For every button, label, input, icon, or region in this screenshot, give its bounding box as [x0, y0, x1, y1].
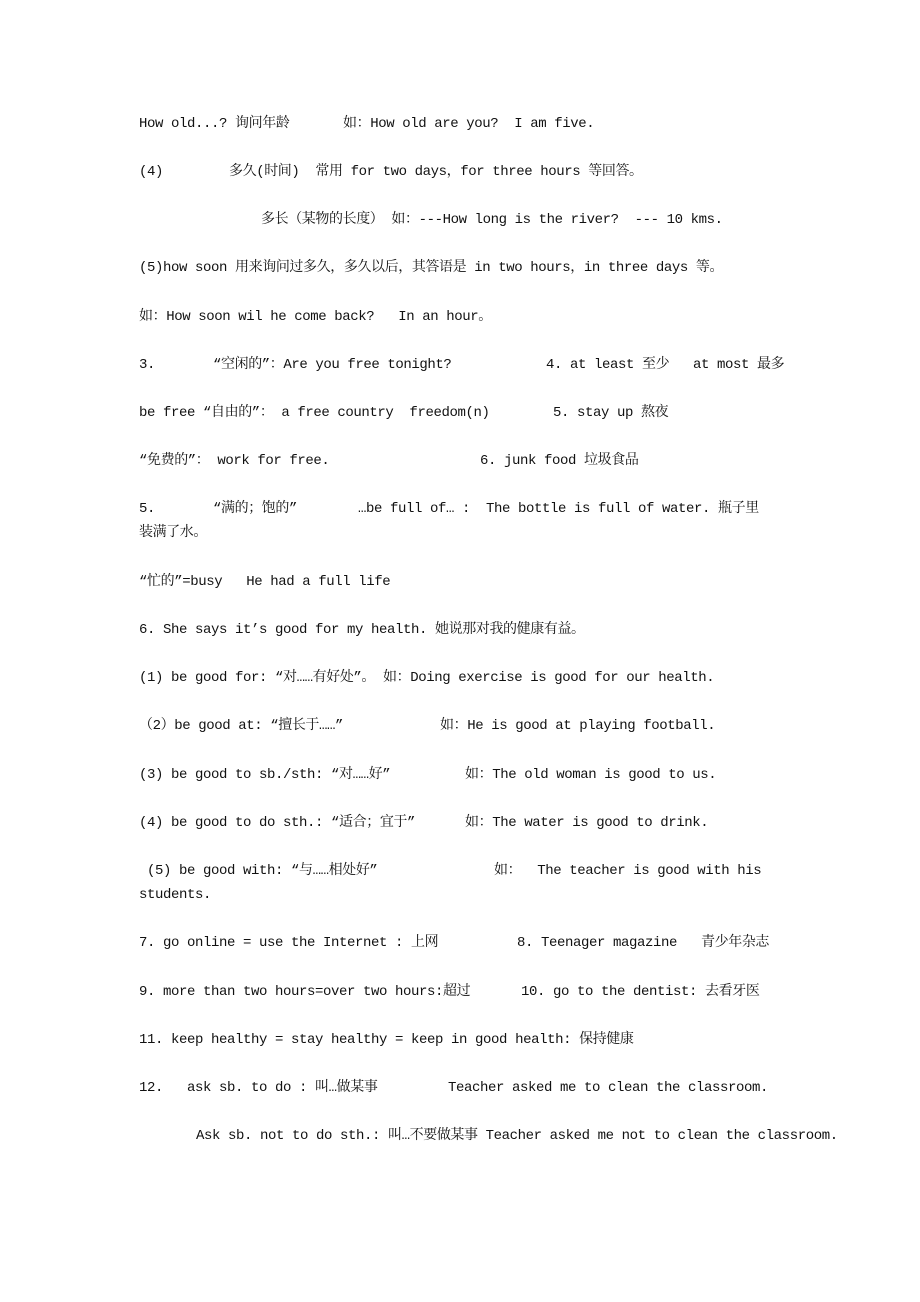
text-line: 4. at least 至少 — [546, 357, 670, 373]
text-line: 5. — [139, 501, 156, 517]
text-line: (4) be good to do sth.: “适合；宜于” — [139, 815, 416, 831]
text-line: be free “自由的”： a free country freedom(n) — [139, 405, 490, 421]
text-line: ask sb. to do : 叫…做某事 — [187, 1080, 378, 1096]
text-line: Ask sb. not to do sth.: 叫…不要做某事 Teacher asked me not to clean the classroom. — [196, 1128, 838, 1144]
text-line: 6. junk food 垃圾食品 — [480, 453, 639, 469]
text-line: 6. She says it’s good for my health. 她说那对我的健康有益。 — [139, 622, 585, 638]
text-line: students. — [139, 887, 212, 903]
text-line: 如：He is good at playing football. — [440, 718, 716, 734]
text-line: 如： The teacher is good with his — [494, 863, 762, 879]
text-line: Teacher asked me to clean the classroom. — [448, 1080, 769, 1096]
text-line: (4) — [139, 164, 164, 180]
text-line: 多久(时间) 常用 for two days，for three hours 等回答。 — [229, 164, 643, 180]
text-line: How old...? 询问年龄 — [139, 116, 290, 132]
text-line: 如：How old are you? I am five. — [343, 116, 595, 132]
text-line: （2）be good at: “擅长于……” — [139, 718, 344, 734]
text-line: 如：The old woman is good to us. — [465, 767, 717, 783]
text-line: (5)how soon 用来询问过多久，多久以后，其答语是 in two hours，in three days 等。 — [139, 260, 724, 276]
text-line: 12. — [139, 1080, 164, 1096]
text-line: “免费的”： work for free. — [139, 453, 330, 469]
text-line: “忙的”=busy He had a full life — [139, 574, 391, 590]
text-line: 如：How soon wil he come back? In an hour。 — [139, 309, 492, 325]
text-line: (3) be good to sb./sth: “对……好” — [139, 767, 391, 783]
text-line: …be full of… : The bottle is full of water. 瓶子里 — [358, 501, 759, 517]
text-line: 如：The water is good to drink. — [465, 815, 709, 831]
text-line: 3. — [139, 357, 156, 373]
text-line: 10. go to the dentist: 去看牙医 — [521, 984, 760, 1000]
text-line: at most 最多 — [693, 357, 785, 373]
text-line: 多长（某物的长度） 如：---How long is the river? --- 10 kms. — [261, 212, 723, 228]
text-line: 11. keep healthy = stay healthy = keep in good health: 保持健康 — [139, 1032, 634, 1048]
text-line: (1) be good for: “对……有好处”。 如：Doing exercise is good for our health. — [139, 670, 715, 686]
text-line: 5. stay up 熬夜 — [553, 405, 669, 421]
text-line: “满的；饱的” — [213, 501, 298, 517]
text-line: “空闲的”：Are you free tonight? — [213, 357, 452, 373]
text-line: 装满了水。 — [139, 525, 207, 541]
text-line: (5) be good with: “与……相处好” — [147, 863, 378, 879]
text-line: 8. Teenager magazine 青少年杂志 — [517, 935, 770, 951]
text-line: 7. go online = use the Internet : 上网 — [139, 935, 439, 951]
text-line: 9. more than two hours=over two hours:超过 — [139, 984, 471, 1000]
